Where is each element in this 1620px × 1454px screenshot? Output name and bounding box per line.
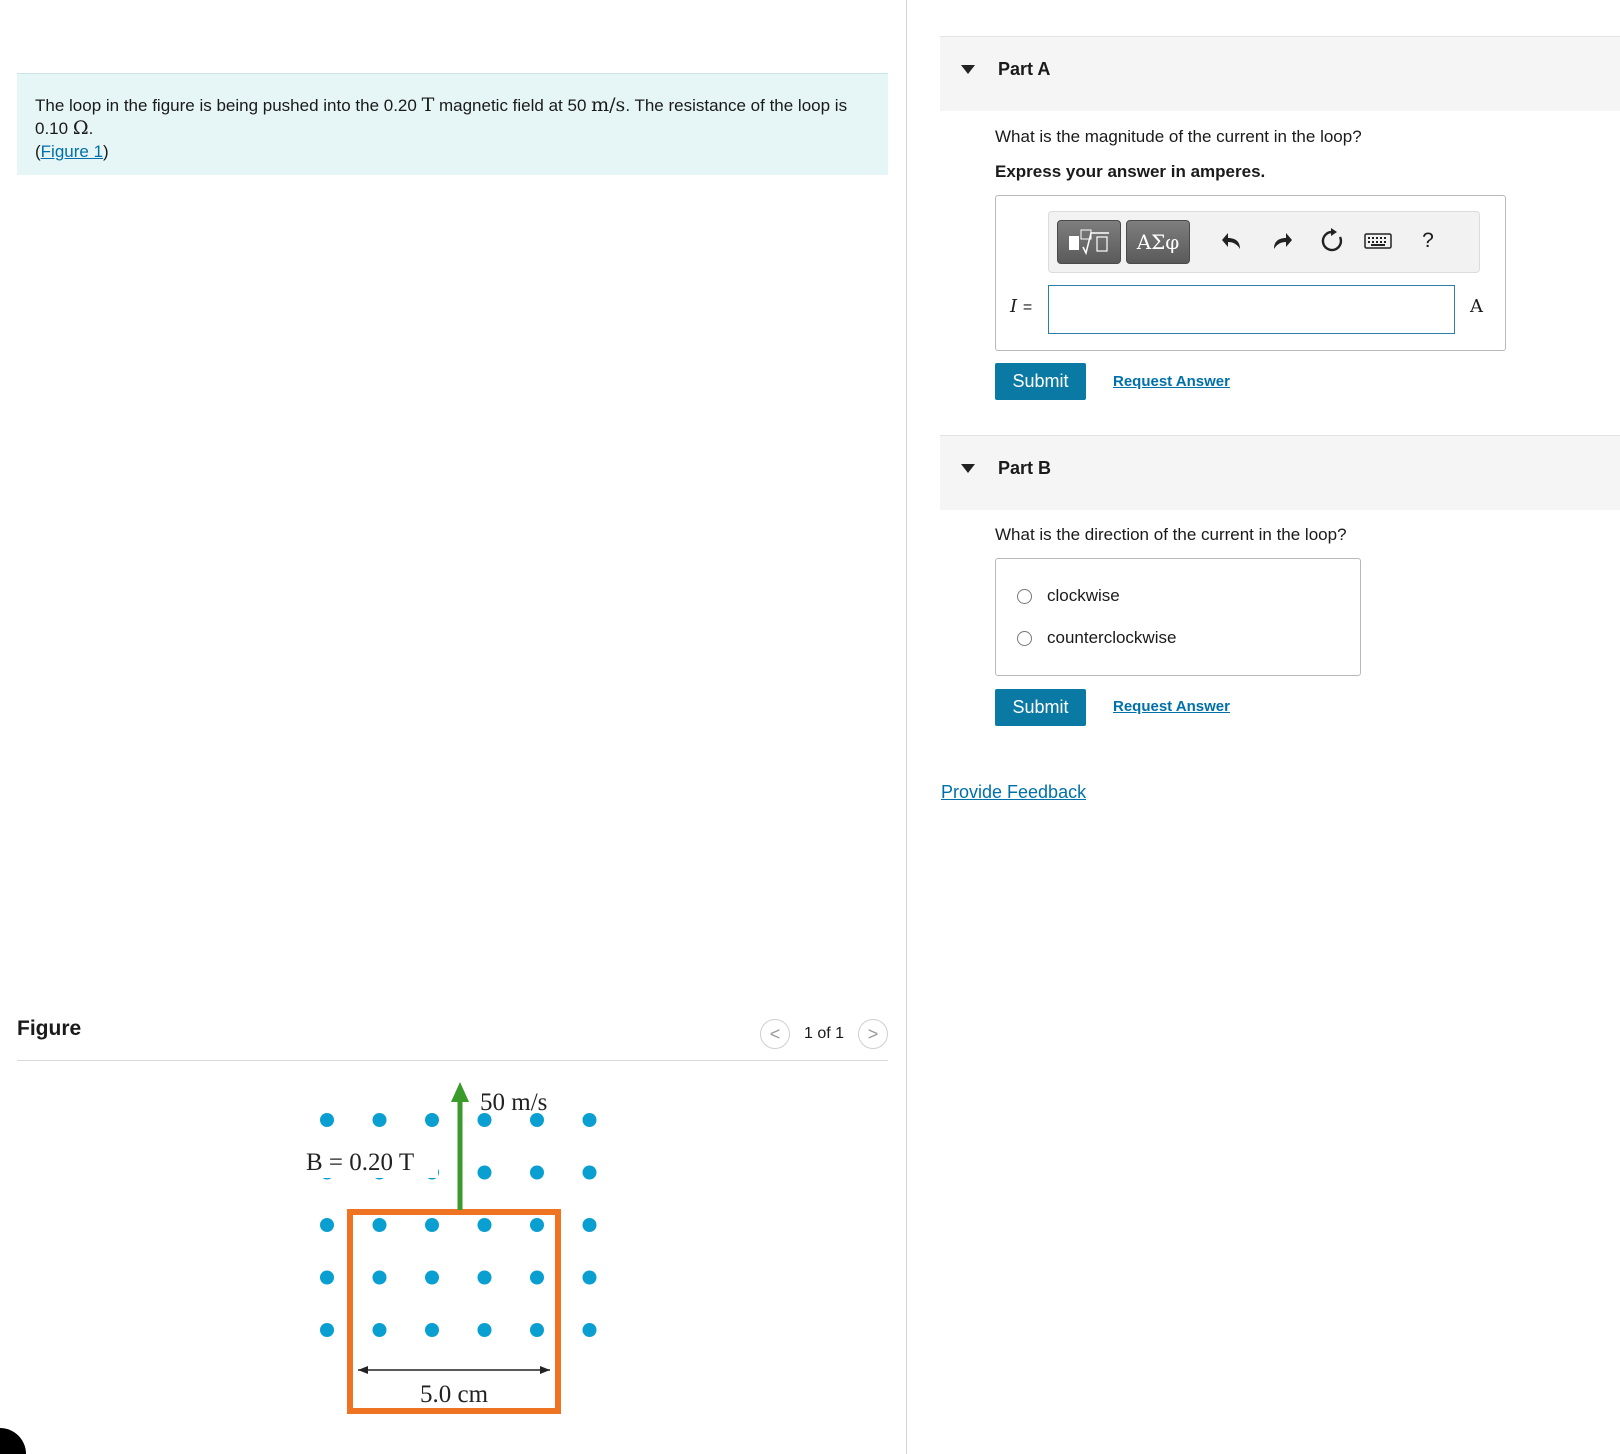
pager-text: 1 of 1 (803, 1025, 844, 1042)
field-dot (583, 1218, 597, 1232)
part-b-question: What is the direction of the current in the loop? (995, 525, 1347, 544)
part-a-request-answer-link[interactable]: Request Answer (1113, 373, 1230, 390)
prev-figure-button[interactable] (760, 1019, 790, 1049)
math-toolbar (1048, 211, 1480, 273)
answer-box (995, 195, 1506, 351)
field-dot (373, 1271, 387, 1285)
unit-label: A (1470, 296, 1483, 317)
velocity-label: 50 m/s (480, 1089, 548, 1116)
resistance-value: 0.10 (35, 119, 69, 138)
problem-statement (17, 73, 888, 175)
right-panel (907, 0, 1620, 1454)
figure-pager (760, 1019, 888, 1049)
field-dot (320, 1113, 334, 1127)
field-dot (373, 1218, 387, 1232)
unit-tesla: T (421, 94, 435, 116)
field-dot (530, 1166, 544, 1180)
window-corner (0, 1428, 26, 1454)
redo-icon (1270, 229, 1294, 253)
part-b-submit-button[interactable]: Submit (995, 689, 1086, 726)
figure-header (17, 1005, 888, 1061)
field-dot (530, 1271, 544, 1285)
unit-ohm: Ω (72, 117, 89, 139)
reset-icon (1319, 228, 1345, 254)
option-counterclockwise[interactable] (1017, 628, 1176, 648)
width-label: 5.0 cm (419, 1381, 489, 1408)
greek-symbols-button[interactable]: ΑΣφ (1126, 220, 1190, 264)
period: . (88, 119, 94, 138)
redo-button[interactable] (1267, 226, 1297, 256)
field-dot (425, 1218, 439, 1232)
radio-button[interactable] (1017, 631, 1032, 646)
part-a-label: Part A (998, 59, 1051, 79)
option-label: clockwise (1047, 586, 1120, 605)
figure-link[interactable]: Figure 1 (40, 142, 104, 161)
unit-speed: m/s (591, 94, 626, 116)
caret-down-icon (961, 65, 975, 74)
undo-icon (1220, 229, 1244, 253)
paren-close: ) (103, 142, 109, 161)
variable-label (1010, 296, 1032, 317)
field-dot (320, 1271, 334, 1285)
part-b-header[interactable] (940, 435, 1620, 510)
template-sqrt-icon (1066, 227, 1112, 257)
field-dot (583, 1113, 597, 1127)
field-dot (320, 1218, 334, 1232)
field-dot (320, 1323, 334, 1337)
figure-title: Figure (17, 1017, 82, 1040)
problem-text-mid: magnetic field at 50 (438, 96, 587, 115)
variable-symbol: I (1010, 296, 1018, 317)
field-dot (478, 1271, 492, 1285)
field-dot (425, 1271, 439, 1285)
option-clockwise[interactable] (1017, 586, 1120, 606)
option-label: counterclockwise (1047, 628, 1177, 647)
field-dot (530, 1323, 544, 1337)
field-dot (373, 1323, 387, 1337)
chevron-right-icon: > (867, 1023, 879, 1044)
problem-text: The loop in the figure is being pushed into the 0.20 (35, 96, 417, 115)
problem-text-after: . The resistance of the loop is (625, 96, 848, 115)
equals-sign: = (1022, 299, 1033, 316)
loop-figure (290, 1080, 610, 1420)
field-dot (425, 1113, 439, 1127)
field-dot (478, 1323, 492, 1337)
part-a-header[interactable] (940, 36, 1620, 111)
part-a-instruction: Express your answer in amperes. (995, 162, 1266, 181)
field-dot (530, 1218, 544, 1232)
paren-open: ( (35, 142, 41, 161)
field-label: B = 0.20 T (306, 1149, 415, 1176)
velocity-arrow-head (451, 1082, 469, 1102)
field-dot (583, 1166, 597, 1180)
radio-button[interactable] (1017, 589, 1032, 604)
field-dot (425, 1323, 439, 1337)
part-a-submit-button[interactable]: Submit (995, 363, 1086, 400)
direction-options (995, 558, 1361, 676)
field-dot (583, 1323, 597, 1337)
current-answer-input[interactable] (1048, 285, 1455, 334)
chevron-left-icon: < (769, 1023, 781, 1044)
field-dot (478, 1166, 492, 1180)
next-figure-button[interactable] (858, 1019, 888, 1049)
field-dot (478, 1218, 492, 1232)
part-b-request-answer-link[interactable]: Request Answer (1113, 698, 1230, 715)
reset-button[interactable] (1317, 226, 1347, 256)
undo-button[interactable] (1217, 226, 1247, 256)
field-dot (373, 1113, 387, 1127)
dimension-arrow-right (540, 1366, 550, 1374)
keyboard-button[interactable] (1363, 226, 1393, 256)
provide-feedback-link[interactable]: Provide Feedback (941, 782, 1087, 802)
part-b-label: Part B (998, 458, 1052, 478)
field-dot (583, 1271, 597, 1285)
part-a-question: What is the magnitude of the current in the loop? (995, 127, 1362, 146)
template-sqrt-button[interactable] (1057, 220, 1121, 264)
caret-down-icon (961, 464, 975, 473)
keyboard-icon (1364, 232, 1392, 250)
dimension-arrow-left (358, 1366, 368, 1374)
help-button[interactable]: ? (1422, 229, 1434, 252)
